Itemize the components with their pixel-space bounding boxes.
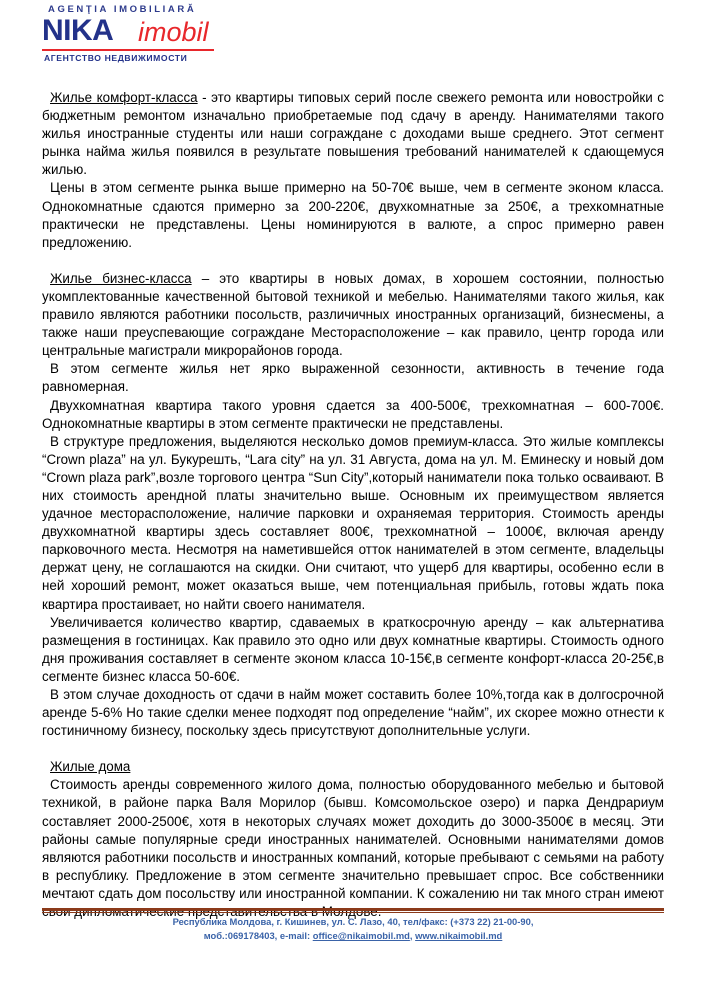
houses-paragraph-1: Стоимость аренды современного жилого дома, полностью оборудованного мебелью и бытовой техникой, в районе парка Валя Морилор (бывш. Комсомольское озеро) и парка Дендрариум составляет 2000-2500€, хотя в некоторых случаях может доходить до 3000-3500€ в месяц. Эти районы самые популярные среди иностранных нанимателей. Основными нанимателями домов являются работники посольств и иностранных компаний, которые пребывают с семьями на работу в республику. Предложение в этом сегменте значительно превышает спрос. Все собственники мечтают сдать дом посольству или иностранной компании. К сожалению ни так много стран имеют	[42, 777, 664, 901]
company-logo	[42, 2, 222, 66]
houses-title-line	[42, 758, 664, 776]
section-gap	[42, 740, 664, 758]
footer-separator: ,	[409, 930, 416, 941]
comfort-section-title: Жилье комфорт-класса	[50, 90, 198, 105]
business-paragraph-1-text: – это квартиры в новых домах, в хорошем состоянии, полностью укомплектованные качественной бытовой техникой и мебелью. Нанимателями такого жилья, как правило являются работники посольств, различичных иностранных организаций, бизнесмены, а также наши преуспевающие сограждане Месторасположение – как правило, центр города или центральные магистрали микрорайонов города.	[42, 270, 664, 359]
business-paragraph-4: В структуре предложения, выделяются несколько домов премиум-класса. Это жилые комплексы “Crown plaza” на ул. Букурешть, “Lara city” на ул. 31 Августа, дома на ул. М. Еминеску и новый дом “Crown plaza park”,возле торгового центра “Sun City”,который наниматели пока только осваивают. В них стоимость арендной платы значительно выше. Основным их преимуществом является удачное месторасположение, наличие парковки и охраняемая территория. Стоимость аренды двухкомнатной квартиры здесь составляет 800€, трехкомнатной – 1000€, включая аренду парковочного места. Несмотря на наметившейся отток нанимателей в этом сегменте, владельцы держат цену, не соглашаются на скидки. Они считают, что ущерб для квартиры, особенно если в ней хороший ремонт, может оказаться выше, чем потенциальная прибыль, готовы ждать пока квартира простаивает, но найти своего нанимателя.	[42, 433, 664, 612]
footer-rule-thick	[42, 908, 664, 911]
business-paragraph-5: Увеличивается количество квартир, сдаваемых в краткосрочную аренду – как альтернатива размещения в гостиницах. Как правило это одно или двух комнатные квартиры. Стоимость одного дня проживания составляет в сегменте эконом класса 10-15€,в сегменте конфорт-класса 20-25€,в сегменте бизнес класса 50-60€.	[42, 614, 664, 684]
comfort-paragraph-2: Цены в этом сегменте рынка выше примерно на 50-70€ выше, чем в сегменте эконом класса. Однокомнатные сдаются примерно за 200-220€, двухкомнатные за 250€, а трехкомнатные практически не представлены. Цены номинируются в валюте, а спрос примерно равен предложению.	[42, 180, 664, 250]
document-body	[42, 89, 664, 921]
logo-brand-main: NIKA	[42, 14, 114, 47]
logo-top-text: AGENŢIA IMOBILIARĂ	[48, 4, 197, 15]
footer-rule-thin	[42, 912, 664, 913]
logo-divider	[42, 49, 214, 51]
business-paragraph-1	[42, 270, 664, 360]
footer-mobile: моб.:069178403, e-mail:	[203, 930, 313, 941]
logo-bottom-text: АГЕНТСТВО НЕДВИЖИМОСТИ	[44, 53, 188, 63]
logo-brand-sub: imobil	[138, 17, 209, 47]
footer-contacts	[42, 929, 664, 943]
section-gap	[42, 252, 664, 270]
houses-section-title: Жилые дома	[50, 759, 131, 775]
footer-address: Республика Молдова, г. Кишинев, ул. С. Лазо, 40, тел/факс: (+373 22) 21-00-90,	[172, 916, 534, 927]
footer-website-link[interactable]: www.nikaimobil.md	[415, 930, 503, 941]
footer-email-link[interactable]: office@nikaimobil.md	[312, 930, 410, 941]
footer	[42, 915, 664, 943]
business-paragraph-2: В этом сегменте жилья нет ярко выраженной сезонности, активность в течение года равномерная.	[42, 361, 664, 395]
business-section-title: Жилье бизнес-класса	[50, 270, 192, 286]
business-paragraph-6: В этом случае доходность от сдачи в найм может составить более 10%,тогда как в долгосрочной аренде 5-6% Но такие сделки менее подходят под определение “найм”, их скорее можно отнести к гостиничному бизнесу, поскольку здесь присутствуют дополнительные услуги.	[42, 687, 664, 739]
comfort-paragraph-1	[42, 89, 664, 179]
business-paragraph-3: Двухкомнатная квартира такого уровня сдается за 400-500€, трехкомнатная – 600-700€. Однокомнатные квартиры в этом сегменте практически не представлены.	[42, 397, 664, 431]
comfort-paragraph-1-text: - это квартиры типовых серий после свежего ремонта или новостройки с бюджетным ремонтом изначально приобретаемые под сдачу в аренду. Нанимателями такого жилья иностранные студенты или наши сограждане с доходами выше среднего. Этот сегмент рынка найма жилья появился в результате повышения требований нанимателей к сдающемуся жилью.	[42, 90, 664, 178]
